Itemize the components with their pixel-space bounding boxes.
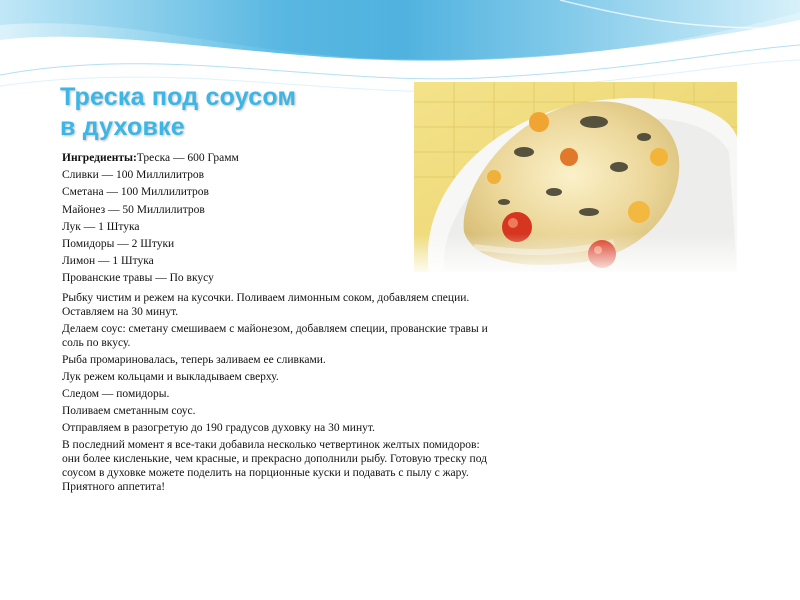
ingredient-item: Прованские травы — По вкусу bbox=[62, 272, 214, 285]
recipe-body bbox=[62, 151, 492, 494]
ingredients-label: Ингредиенты: bbox=[62, 152, 137, 164]
recipe-step: Рыбку чистим и режем на кусочки. Поливаем лимонным соком, добавляем специи. Оставляем на 30 минут. bbox=[62, 291, 470, 318]
recipe-step: В последний момент я все-таки добавила несколько четвертинок желтых помидоров: они более кисленькие, чем красные, и прекрасно дополнили рыбу. Готовую треску под соусом в духовке можете поделить на порционные куски и подавать с пылу с жару. Приятного аппетита! bbox=[62, 438, 487, 493]
recipe-step: Поливаем сметанным соус. bbox=[62, 404, 196, 417]
ingredient-item: Лук — 1 Штука bbox=[62, 220, 140, 233]
ingredient-item: Сметана — 100 Миллилитров bbox=[62, 186, 209, 199]
ingredient-item: Сливки — 100 Миллилитров bbox=[62, 169, 205, 182]
title-line-1: Треска под соусом bbox=[60, 83, 297, 111]
recipe-step: Рыба промариновалась, теперь заливаем ее сливками. bbox=[62, 353, 326, 366]
ingredient-item: Треска — 600 Грамм bbox=[136, 152, 239, 164]
recipe-step: Лук режем кольцами и выкладываем сверху. bbox=[62, 370, 279, 383]
ingredient-item: Помидоры — 2 Штуки bbox=[62, 237, 175, 250]
slide-title bbox=[60, 82, 296, 142]
ingredient-item: Лимон — 1 Штука bbox=[62, 255, 154, 268]
ingredients-first-line bbox=[62, 151, 492, 168]
recipe-step: Делаем соус: сметану смешиваем с майонезом, добавляем специи, прованские травы и соль по вкусу. bbox=[62, 322, 488, 349]
title-line-2: в духовке bbox=[60, 113, 185, 141]
ingredient-item: Майонез — 50 Миллилитров bbox=[62, 203, 205, 216]
recipe-step: Отправляем в разогретую до 190 градусов духовку на 30 минут. bbox=[62, 421, 375, 434]
recipe-step: Следом — помидоры. bbox=[62, 387, 170, 400]
